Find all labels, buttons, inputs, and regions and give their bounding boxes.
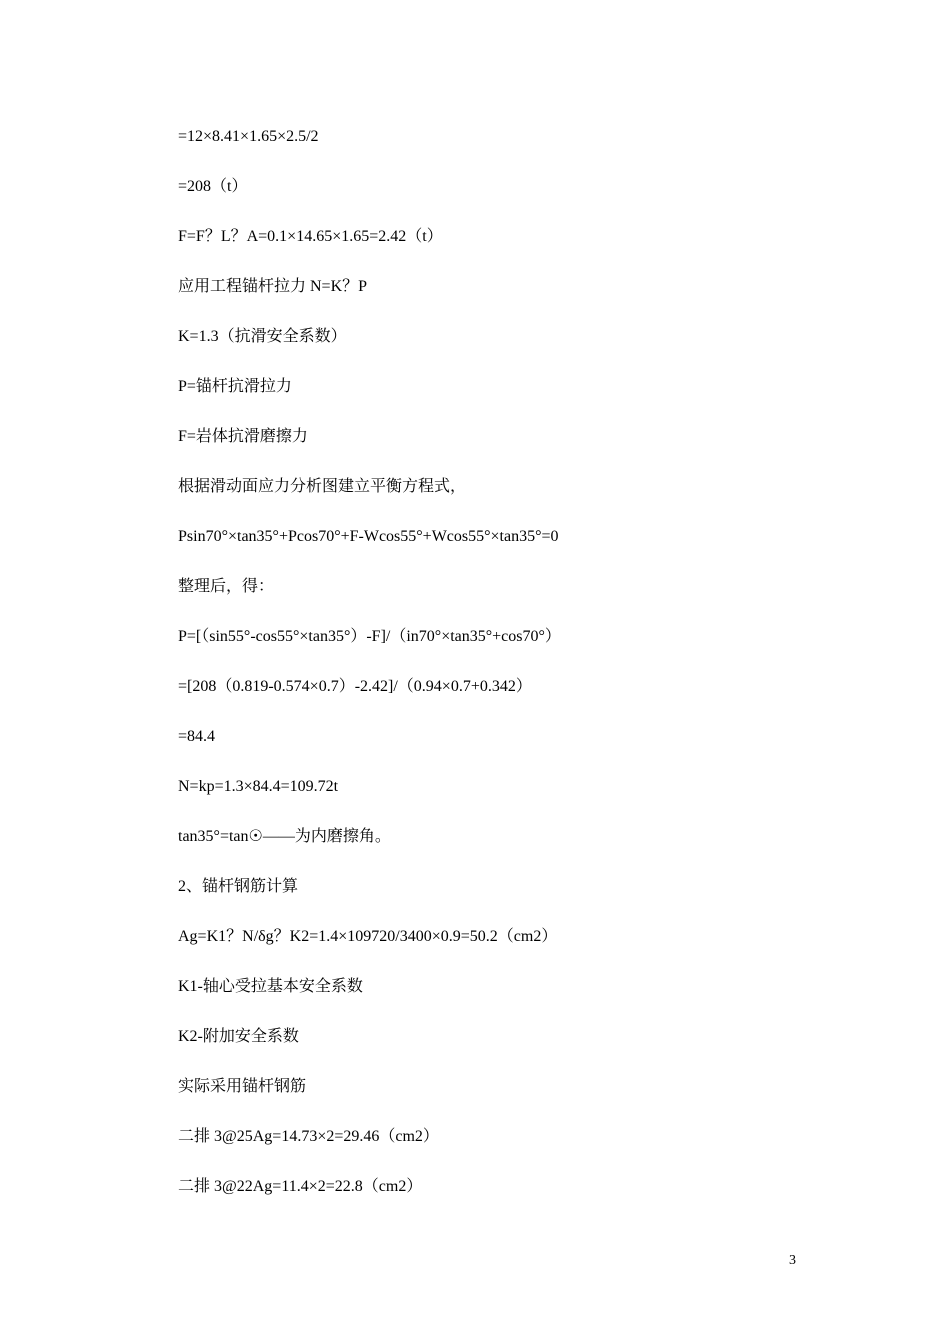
text-line: 二排 3@22Ag=11.4×2=22.8（cm2） <box>178 1178 423 1195</box>
text-line: K1-轴心受拉基本安全系数 <box>178 978 363 995</box>
text-line: 整理后，得： <box>178 578 275 595</box>
formula-line: =[208（0.819-0.574×0.7）-2.42]/（0.94×0.7+0.342） <box>178 678 532 695</box>
formula-line: P=[（sin55°-cos55°×tan35°）-F]/（in70°×tan35°+cos70°） <box>178 628 561 645</box>
formula-line: Ag=K1？N/δg？K2=1.4×109720/3400×0.9=50.2（cm2） <box>178 928 558 945</box>
page-number: 3 <box>789 1253 796 1268</box>
formula-line: F=F？L？A=0.1×14.65×1.65=2.42（t） <box>178 228 443 245</box>
text-line: 实际采用锚杆钢筋 <box>178 1078 307 1095</box>
formula-line: =84.4 <box>178 728 216 745</box>
section-heading: 2、锚杆钢筋计算 <box>178 878 299 895</box>
text-line: 根据滑动面应力分析图建立平衡方程式， <box>178 478 467 495</box>
formula-line: N=kp=1.3×84.4=109.72t <box>178 778 339 795</box>
text-line: 应用工程锚杆拉力 N=K？P <box>178 278 368 295</box>
text-line: F=岩体抗滑磨擦力 <box>178 428 308 445</box>
text-line: K2-附加安全系数 <box>178 1028 299 1045</box>
text-line: tan35°=tan☉——为内磨擦角。 <box>178 828 391 845</box>
formula-line: Psin70°×tan35°+Pcos70°+F-Wcos55°+Wcos55°×tan35°=0 <box>178 528 559 545</box>
text-line: 二排 3@25Ag=14.73×2=29.46（cm2） <box>178 1128 439 1145</box>
text-line: P=锚杆抗滑拉力 <box>178 378 292 395</box>
formula-line: =208（t） <box>178 178 248 195</box>
formula-line: =12×8.41×1.65×2.5/2 <box>178 128 319 145</box>
text-line: K=1.3（抗滑安全系数） <box>178 328 347 345</box>
document-body <box>178 126 818 1226</box>
